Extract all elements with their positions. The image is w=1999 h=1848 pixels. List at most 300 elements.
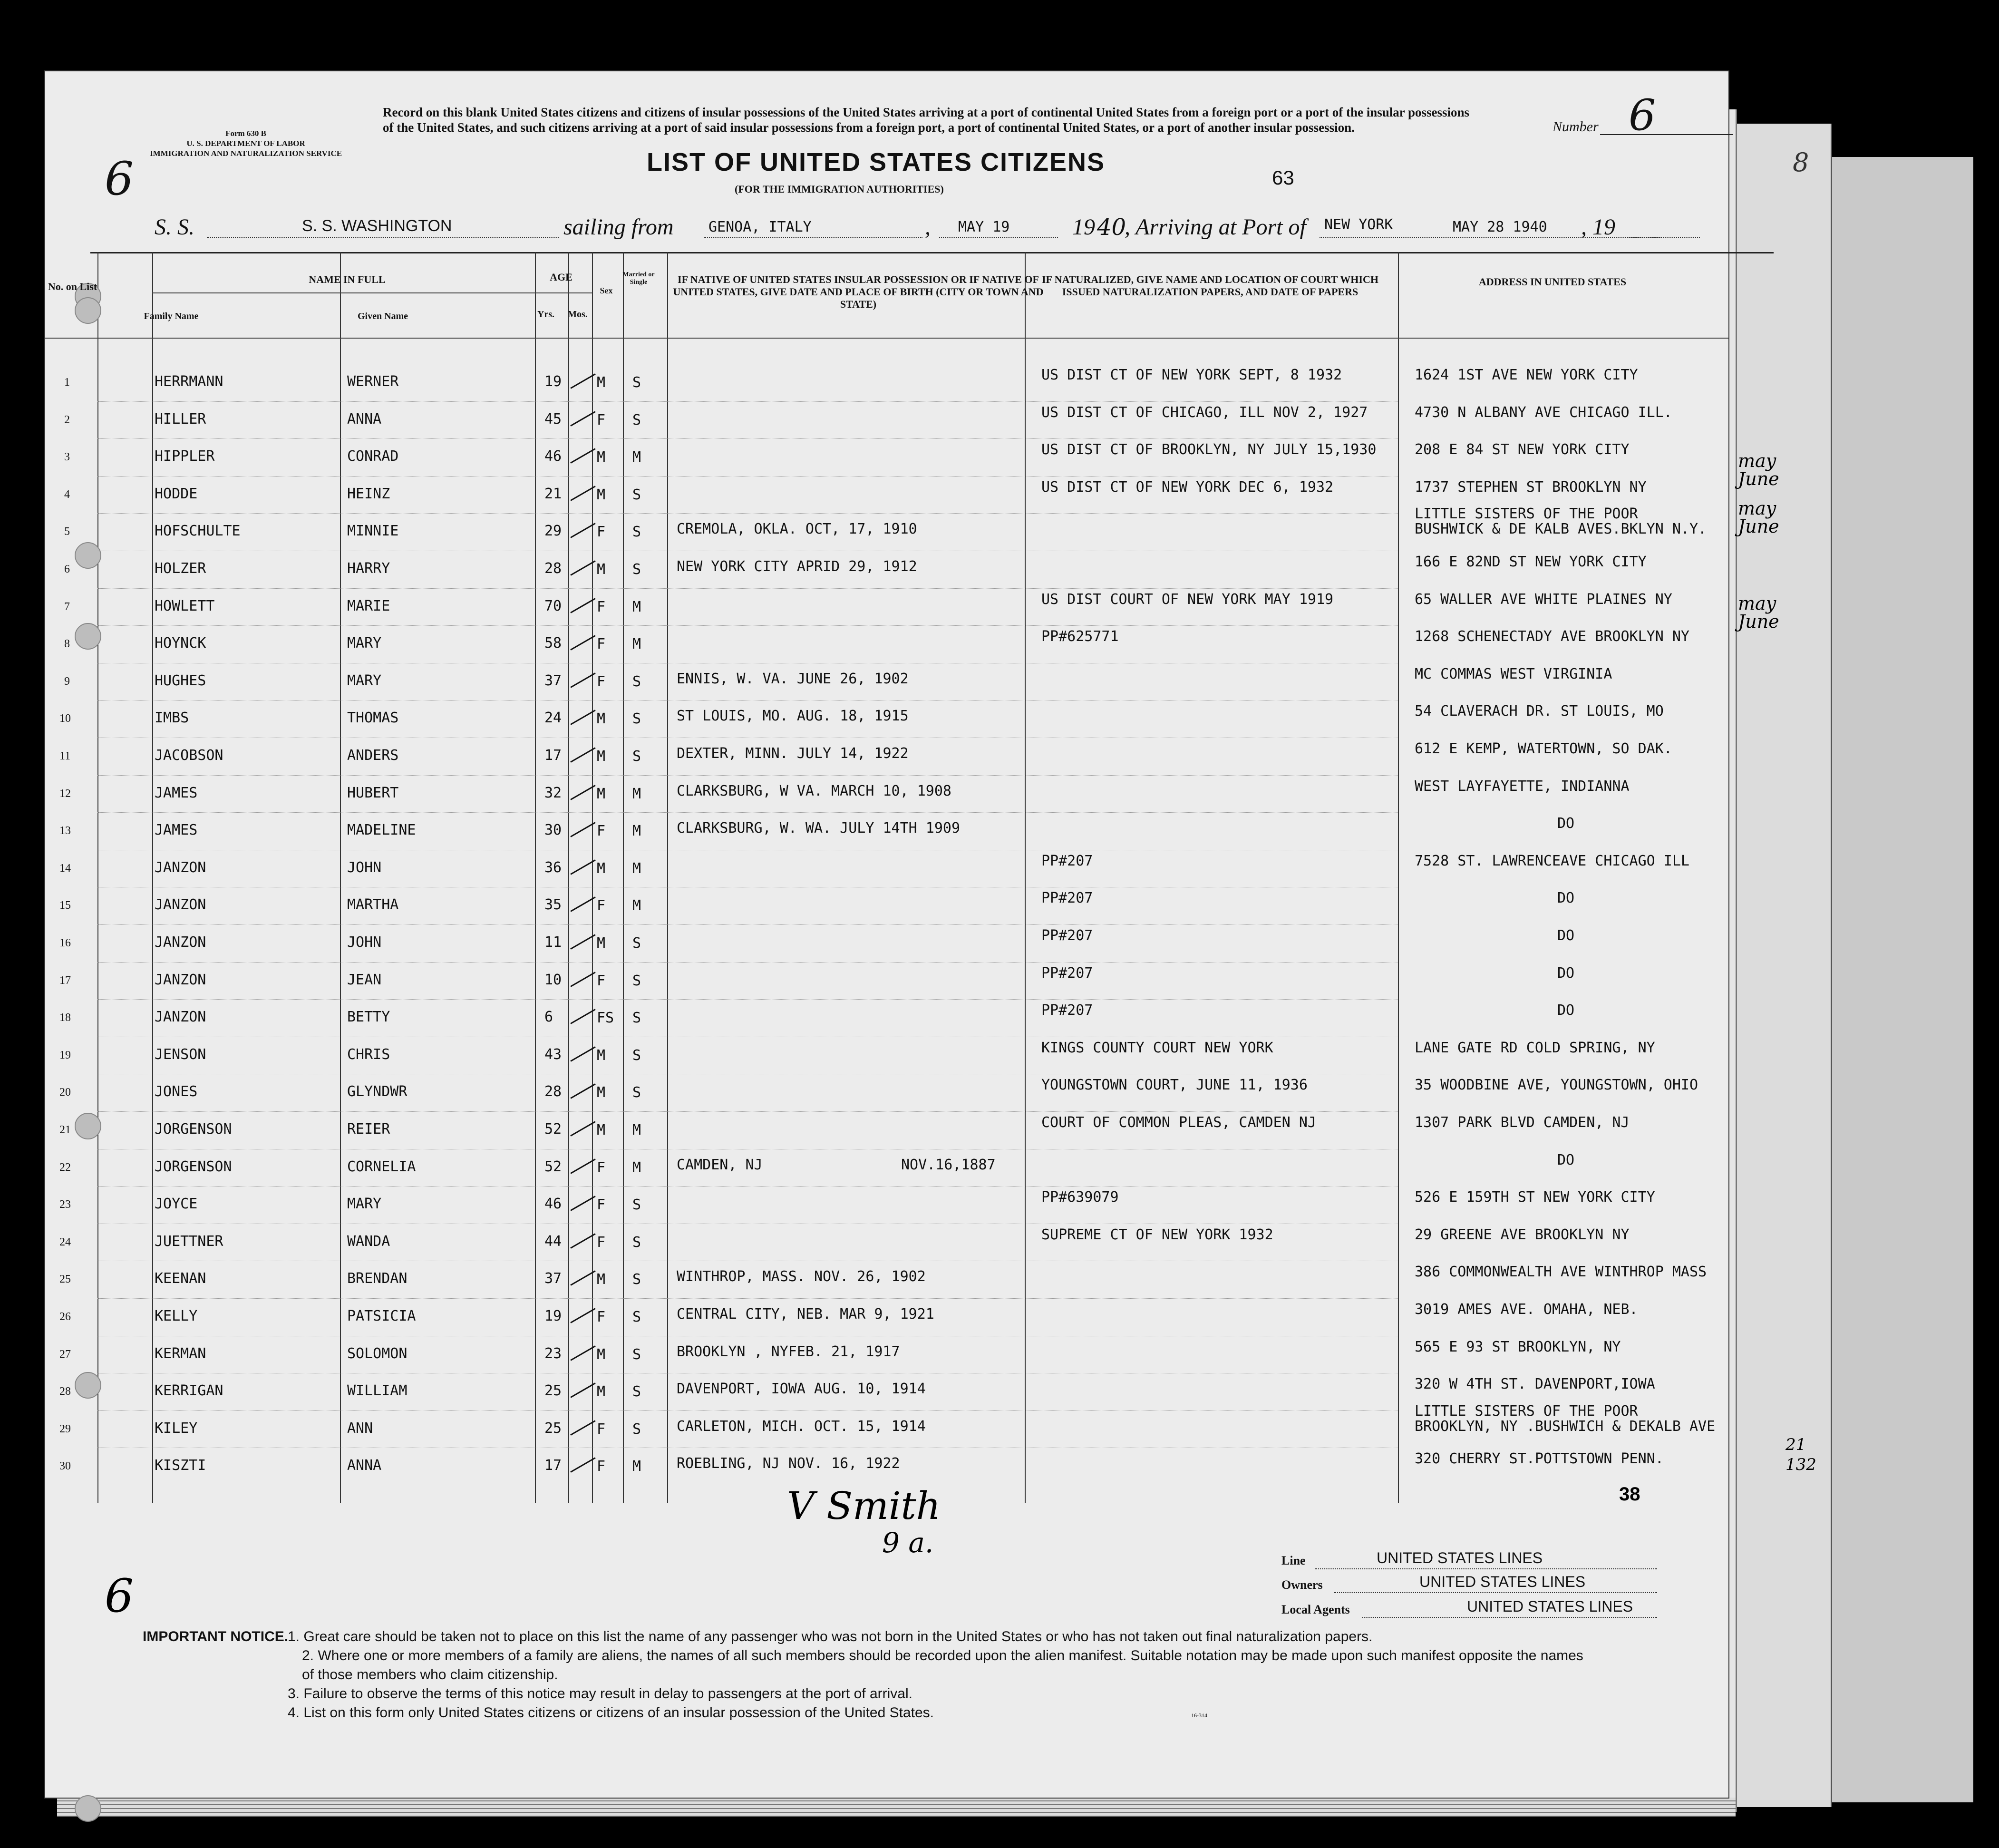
age-years: 43 <box>544 1046 562 1063</box>
marital-status: S <box>632 561 641 578</box>
given-name: BETTY <box>347 1009 390 1026</box>
family-name: IMBS <box>155 710 189 727</box>
marital-status: S <box>632 1234 641 1251</box>
row-number: 13 <box>59 825 71 837</box>
marital-status: S <box>632 710 641 728</box>
family-name: JANZON <box>155 896 206 914</box>
address: 320 W 4TH ST. DAVENPORT,IOWA <box>1415 1376 1655 1393</box>
age-years: 17 <box>544 747 562 764</box>
naturalization: PP#207 <box>1041 890 1093 907</box>
row-number: 3 <box>64 451 70 464</box>
row-number: 9 <box>64 675 70 688</box>
family-name: JACOBSON <box>155 747 223 764</box>
family-name: HODDE <box>155 485 198 502</box>
sex: M <box>597 449 606 466</box>
marital-status: M <box>632 1122 641 1138</box>
age-years: 19 <box>544 373 562 390</box>
family-name: KEENAN <box>155 1270 206 1287</box>
notice-item: 3. Failure to observe the terms of this notice may result in delay to passengers at the port of arrival. <box>288 1686 912 1702</box>
address: DO <box>1557 964 1575 982</box>
bottom-mark: 6 <box>105 1569 134 1623</box>
col-yrs: Yrs. <box>537 309 555 320</box>
address-line-2: BUSHWICK & DE KALB AVES.BKLYN N.Y. <box>1415 521 1707 538</box>
sex: F <box>597 636 606 653</box>
address: 35 WOODBINE AVE, YOUNGSTOWN, OHIO <box>1415 1077 1698 1094</box>
sex: F <box>597 1458 606 1475</box>
given-name: CORNELIA <box>347 1158 416 1175</box>
page-title: LIST OF UNITED STATES CITIZENS <box>647 148 1105 176</box>
address: 54 CLAVERACH DR. ST LOUIS, MO <box>1415 703 1664 720</box>
row-number: 2 <box>64 413 70 426</box>
birth-place-date: ST LOUIS, MO. AUG. 18, 1915 <box>677 708 909 725</box>
col-sex: Sex <box>600 286 613 295</box>
given-name: REIER <box>347 1121 390 1138</box>
marital-status: S <box>632 935 641 952</box>
sailing-from: GENOA, ITALY <box>708 219 812 235</box>
row-number: 26 <box>59 1311 71 1323</box>
marital-status: S <box>632 411 641 428</box>
owners-value: UNITED STATES LINES <box>1419 1573 1586 1590</box>
naturalization: PP#207 <box>1041 964 1093 982</box>
row-number: 27 <box>59 1348 71 1361</box>
naturalization: US DIST CT OF NEW YORK SEPT, 8 1932 <box>1041 367 1342 383</box>
marital-status: M <box>632 823 641 840</box>
naturalization: PP#639079 <box>1041 1189 1119 1206</box>
naturalization: YOUNGSTOWN COURT, JUNE 11, 1936 <box>1041 1077 1308 1094</box>
age-years: 11 <box>544 934 562 951</box>
given-name: THOMAS <box>347 710 399 727</box>
sex: M <box>597 374 606 391</box>
age-years: 23 <box>544 1345 562 1362</box>
address: 386 COMMONWEALTH AVE WINTHROP MASS <box>1415 1264 1707 1281</box>
year-prefix: 19 <box>1072 214 1095 240</box>
address: 1268 SCHENECTADY AVE BROOKLYN NY <box>1415 628 1689 645</box>
birth-place-date: CLARKSBURG, W. WA. JULY 14TH 1909 <box>677 820 961 837</box>
sex: M <box>597 1047 606 1064</box>
family-name: HUGHES <box>155 672 206 689</box>
family-name: JANZON <box>155 1009 206 1026</box>
given-name: SOLOMON <box>347 1345 408 1362</box>
given-name: MARY <box>347 635 382 652</box>
given-name: MADELINE <box>347 822 416 839</box>
row-number: 28 <box>59 1385 71 1398</box>
age-years: 35 <box>544 896 562 914</box>
birth-date: NOV.16,1887 <box>901 1156 996 1173</box>
punch-hole <box>75 1372 101 1399</box>
list-number: 6 <box>1629 90 1656 140</box>
arrival-date: MAY 28 1940 <box>1453 219 1547 235</box>
page-subtitle: (FOR THE IMMIGRATION AUTHORITIES) <box>735 183 944 195</box>
marital-status: S <box>632 748 641 765</box>
marital-status: S <box>632 374 641 391</box>
row-number: 29 <box>59 1422 71 1435</box>
page-stack-edge <box>57 1798 1736 1817</box>
sex: M <box>597 1084 606 1101</box>
address: 208 E 84 ST NEW YORK CITY <box>1415 441 1630 458</box>
marital-status: S <box>632 1010 641 1027</box>
given-name: ANDERS <box>347 747 399 764</box>
given-name: JOHN <box>347 859 382 876</box>
year-suffix: , 19 <box>1581 214 1615 240</box>
address: 526 E 159TH ST NEW YORK CITY <box>1415 1189 1655 1206</box>
family-name: JAMES <box>155 784 198 801</box>
row-number: 4 <box>64 488 70 501</box>
address: WEST LAYFAYETTE, INDIANNA <box>1415 778 1630 795</box>
col-naturalized: IF NATURALIZED, GIVE NAME AND LOCATION OF COURT WHICH ISSUED NATURALIZATION PAPERS, AND DATE OF PAPERS <box>1042 273 1378 298</box>
sex: M <box>597 561 606 578</box>
age-years: 21 <box>544 485 562 502</box>
row-number: 23 <box>59 1198 71 1211</box>
age-years: 52 <box>544 1121 562 1138</box>
sex: M <box>597 860 606 877</box>
sex: F <box>597 1234 606 1251</box>
naturalization: SUPREME CT OF NEW YORK 1932 <box>1041 1226 1273 1243</box>
punch-hole <box>75 297 101 324</box>
family-name: KERRIGAN <box>155 1382 223 1400</box>
notice-item: 2. Where one or more members of a family are aliens, the names of all such members should be recorded upon the alien manifest. Suitable notation may be made upon such manifest opposite the names of those members who claim citizenship. <box>302 1648 1583 1683</box>
manifest-page: Form 630 B U. S. DEPARTMENT OF LABOR IMMIGRATION AND NATURALIZATION SERVICE Record on this blank United States citizens and citizens of insular possessions of the United States arriving at a port of continental United States from a foreign port or a port of the insular possessions of the United States, and such citizens arriving at a port of said insular possessions from a foreign port, a port of continental United States, or a port of another insular possession. Number 6 6 LIST OF UNITED STATES CITIZENS (FOR THE IMMIGRATION AUTHORITIES) 63 S. S. S. S. WASHINGTON sailing from GENOA, ITALY , MAY 19 19 40 , Arriving at Port of NEW YORK MAY 28 1940 , 19 No. on List NAME IN FULL Family Name Given Name AGE Yrs. Mos. Sex Married or Single IF NATIVE OF UNITED STATES INSULAR POSSESSION OR IF NATIVE OF UNITED STATES, GIVE DATE AND PLACE OF BIRTH (CITY OR TOWN AND STATE) IF NATURALIZED, GIVE NAME AND LOCATION OF COURT WHICH ISSUED NATURALIZATION PAPERS, AND DATE OF PAPERS ADDRESS IN UNITED STATES 1 HERRMANN WERNER 19 M S US DIST CT OF NEW YORK SEPT, 8 1932 1624 1ST AVE NEW YORK CITY 2 HILLER ANNA 45 F S US DIST CT OF CHICAGO, ILL NOV 2, 1927 4730 N ALBANY AVE CHICAGO ILL. 3 HIPPLER CONRAD 46 M M US DIST CT OF BROOKLYN, NY JULY 15,1930 208 E 84 ST NEW YORK CITY 4 HODDE HEINZ 21 M S US DIST CT OF NEW YORK DEC 6, 1932 1737 STEPHEN ST BROOKLYN NY 5 HOFSCHULTE MINNIE 29 F S CREMOLA, OKLA. OCT, 17, 1910 LITTLE SISTERS OF THE POOR BUSHWICK & DE KALB AVES.BKLYN N.Y. 6 HOLZER HARRY 28 M S NEW YORK CITY APRID 29, 1912 166 E 82ND ST NEW YORK CITY 7 HOWLETT MARIE 70 F M US DIST COURT OF NEW YORK MAY 1919 65 WALLER AVE WHITE PLAINES NY 8 HOYNCK MARY 58 F M PP#625771 1268 SCHENECTADY AVE BROOKLYN NY 9 HUGHES MARY 37 F S ENNIS, W. VA. JUNE 26, 1902 MC COMMAS WEST VIRGINIA 10 IMBS THOMAS 24 M S ST LOUIS, MO. AUG. 18, 1915 54 CLAVERACH DR. ST LOUIS, MO 11 JACOBSON ANDERS 17 M S DEXTER, MINN. JULY 14, 1922 612 E KEMP, WATERTOWN, SO DAK. 12 JAMES HUBERT 32 M M CLARKSBURG, W VA. MARCH 10, 1908 WEST LAYFAYETTE, INDIANNA 13 JAMES MADELINE 30 F M CLARKSBURG, W. WA. JULY 14TH 1909 DO 14 JANZON JOHN 36 M M PP#207 7528 ST. LAWRENCEAVE CHICAGO ILL 15 JANZON MARTHA 35 F M PP#207 DO 16 JANZON JOHN 11 M S PP#207 DO 17 JANZON JEAN 10 F S PP#207 DO 18 JANZON BETTY 6 FS S PP#207 DO 19 JENSON CHRIS 43 M S KINGS COUNTY COURT NEW YORK LANE GATE RD COLD SPRING, NY 20 JONES GLYNDWR 28 M S YOUNGSTOWN COURT, JUNE 11, 1936 35 WOODBINE AVE, YOUNGSTOWN, OHIO 21 JORGENSON REIER 52 M M COURT OF COMMON PLEAS, CAMDEN NJ 1307 PARK BLVD CAMDEN, NJ 22 JORGENSON CORNELIA 52 F M CAMDEN, NJ NOV.16,1887 DO 23 JOYCE MARY 46 F S PP#639079 526 E 159TH ST NEW YORK CITY 24 JUETTNER WANDA 44 F S SUPREME CT OF NEW YORK 1932 29 GREENE AVE BROOKLYN NY 25 KEENAN BRENDAN 37 M S WINTHROP, MASS. NOV. 26, 1902 386 COMMONWEALTH AVE WINTHROP MASS 26 KELLY PATSICIA 19 F S CENTRAL CITY, NEB. MAR 9, 1921 3019 AMES AVE. OMAHA, NEB. 27 KERMAN SOLOMON 23 M S BROOKLYN , NYFEB. 21, 1917 565 E 93 ST BROOKLYN, NY 28 KERRIGAN WILLIAM 25 M S DAVENPORT, IOWA AUG. 10, 1914 320 W 4TH ST. DAVENPORT,IOWA 29 KILEY ANN 25 F S CARLETON, MICH. OCT. 15, 1914 LITTLE SISTERS OF THE POOR BROOKLYN, NY .BUSHWICH & DEKALB AVE 30 KISZTI ANNA 17 F M ROEBLING, NJ NOV. 16, 1922 320 CHERRY ST.POTTSTOWN PENN. may June may June may June 21 132 38 V Smith 9 a. 6 Line UNITED STATES LINES Owners UNITED STATES LINES Local Agents UNITED STATES LINES IMPORTANT NOTICE. 1. Great care should be taken not to place on this list the name of any passenger who was not born in the United States or who has not taken out final naturalization papers. 2. Where one or more members of a family are aliens, the names of all such members should be recorded upon the alien manifest. Suitable notation may be made upon such manifest opposite the names of those members who claim citizenship. 3. Failure to observe the terms of this notice may result in delay to passengers at the port of arrival. 4. List on this form only United States citizens or citizens of an insular possession of the United States. 16-314 <box>45 71 1728 1798</box>
margin-note-may-june-3: may June <box>1738 593 1779 632</box>
address: 29 GREENE AVE BROOKLYN NY <box>1415 1226 1630 1243</box>
age-years: 70 <box>544 597 562 614</box>
row-number: 21 <box>59 1124 71 1136</box>
age-years: 10 <box>544 971 562 988</box>
print-code: 16-314 <box>1191 1712 1207 1719</box>
sex: F <box>597 1420 606 1438</box>
marital-status: S <box>632 1420 641 1438</box>
row-number: 17 <box>59 974 71 987</box>
given-name: PATSICIA <box>347 1308 416 1324</box>
given-name: MINNIE <box>347 523 399 540</box>
row-number: 1 <box>64 376 70 389</box>
given-name: HUBERT <box>347 784 399 801</box>
col-family: Family Name <box>144 311 199 321</box>
arrival-port: NEW YORK <box>1324 216 1393 233</box>
col-mos: Mos. <box>568 309 588 320</box>
family-name: JANZON <box>155 859 206 876</box>
given-name: MARIE <box>347 597 390 614</box>
punch-hole <box>75 542 101 569</box>
naturalization: KINGS COUNTY COURT NEW YORK <box>1041 1039 1273 1056</box>
marital-status: S <box>632 1271 641 1288</box>
number-label: Number <box>1553 119 1599 135</box>
birth-place-date: CREMOLA, OKLA. OCT, 17, 1910 <box>677 521 917 538</box>
address: 65 WALLER AVE WHITE PLAINES NY <box>1415 591 1672 608</box>
address: LANE GATE RD COLD SPRING, NY <box>1415 1039 1655 1056</box>
age-years: 25 <box>544 1382 562 1400</box>
row-number: 22 <box>59 1161 71 1174</box>
age-years: 29 <box>544 523 562 540</box>
family-name: HOFSCHULTE <box>155 523 241 540</box>
birth-place-date: DEXTER, MINN. JULY 14, 1922 <box>677 745 909 762</box>
marital-status: S <box>632 1346 641 1363</box>
birth-place-date: ROEBLING, NJ NOV. 16, 1922 <box>677 1455 900 1472</box>
row-number: 30 <box>59 1460 71 1473</box>
age-years: 28 <box>544 560 562 577</box>
arriving-label: , Arriving at Port of <box>1125 214 1306 240</box>
family-name: HOLZER <box>155 560 206 577</box>
col-name-in-full: NAME IN FULL <box>309 273 386 285</box>
family-name: HOWLETT <box>155 597 215 614</box>
ship-name: S. S. WASHINGTON <box>302 217 452 235</box>
row-number: 24 <box>59 1235 71 1248</box>
sailing-label: sailing from <box>563 214 674 240</box>
corner-mark: 6 <box>105 152 134 205</box>
marital-status: M <box>632 598 641 615</box>
row-number: 16 <box>59 937 71 949</box>
family-name: HERRMANN <box>155 373 223 390</box>
birth-place-date: CENTRAL CITY, NEB. MAR 9, 1921 <box>677 1306 934 1323</box>
sex: M <box>597 1383 606 1401</box>
given-name: HARRY <box>347 560 390 577</box>
agents-value: UNITED STATES LINES <box>1467 1598 1633 1615</box>
birth-place-date: CARLETON, MICH. OCT. 15, 1914 <box>677 1418 926 1435</box>
ss-label: S. S. <box>155 214 194 240</box>
age-years: 30 <box>544 822 562 839</box>
given-name: JOHN <box>347 934 382 951</box>
sex: F <box>597 1309 606 1325</box>
col-married: Married or Single <box>622 271 655 286</box>
line-label: Line <box>1281 1554 1306 1567</box>
birth-place-date: WINTHROP, MASS. NOV. 26, 1902 <box>677 1268 926 1285</box>
given-name: ANN <box>347 1420 373 1437</box>
row-number: 20 <box>59 1086 71 1099</box>
row-number: 8 <box>64 638 70 651</box>
naturalization: US DIST COURT OF NEW YORK MAY 1919 <box>1041 591 1334 608</box>
sex: M <box>597 935 606 952</box>
family-name: JUETTNER <box>155 1233 223 1250</box>
owners-label: Owners <box>1281 1578 1323 1592</box>
marital-status: S <box>632 1084 641 1101</box>
row-number: 18 <box>59 1012 71 1024</box>
row-number: 11 <box>59 750 71 762</box>
age-years: 46 <box>544 448 562 465</box>
given-name: WERNER <box>347 373 399 390</box>
family-name: JORGENSON <box>155 1121 232 1138</box>
punch-hole <box>75 1113 101 1139</box>
birth-place-date: BROOKLYN , NYFEB. 21, 1917 <box>677 1343 900 1360</box>
family-name: JAMES <box>155 822 198 839</box>
back-page-number: 8 <box>1793 147 1809 177</box>
address: LITTLE SISTERS OF THE POOR <box>1415 506 1638 523</box>
page-number: 63 <box>1272 166 1294 189</box>
given-name: MARY <box>347 1196 382 1213</box>
sex: F <box>597 673 606 690</box>
row-number: 14 <box>59 862 71 875</box>
sex: M <box>597 1271 606 1288</box>
col-given: Given Name <box>357 311 408 321</box>
passenger-count: 38 <box>1619 1484 1640 1505</box>
birth-place-date: ENNIS, W. VA. JUNE 26, 1902 <box>677 670 909 687</box>
marital-status: M <box>632 1159 641 1176</box>
address: 4730 N ALBANY AVE CHICAGO ILL. <box>1415 404 1672 421</box>
address: DO <box>1557 890 1575 907</box>
marital-status: S <box>632 524 641 541</box>
sex: M <box>597 1122 606 1138</box>
family-name: KILEY <box>155 1420 198 1437</box>
marital-status: M <box>632 449 641 466</box>
given-name: MARY <box>347 672 382 689</box>
naturalization: US DIST CT OF BROOKLYN, NY JULY 15,1930 <box>1041 441 1377 458</box>
address: 7528 ST. LAWRENCEAVE CHICAGO ILL <box>1415 852 1689 869</box>
address: 1307 PARK BLVD CAMDEN, NJ <box>1415 1114 1630 1131</box>
marital-status: S <box>632 486 641 503</box>
age-years: 25 <box>544 1420 562 1437</box>
marital-status: M <box>632 860 641 877</box>
sex: F <box>597 411 606 428</box>
sex: M <box>597 486 606 503</box>
col-age: AGE <box>550 271 573 283</box>
address: 1737 STEPHEN ST BROOKLYN NY <box>1415 478 1647 496</box>
marital-status: M <box>632 785 641 802</box>
punch-hole <box>75 1795 101 1822</box>
address: DO <box>1557 1002 1575 1019</box>
naturalization: PP#207 <box>1041 1002 1093 1019</box>
sex: FS <box>597 1010 614 1027</box>
age-years: 32 <box>544 784 562 801</box>
marital-status: M <box>632 897 641 914</box>
notice-list <box>288 1627 1714 1722</box>
address: 612 E KEMP, WATERTOWN, SO DAK. <box>1415 740 1672 757</box>
family-name: HIPPLER <box>155 448 215 465</box>
family-name: JORGENSON <box>155 1158 232 1175</box>
line-value: UNITED STATES LINES <box>1377 1549 1543 1566</box>
given-name: MARTHA <box>347 896 399 914</box>
back-page-2 <box>1721 124 1832 1807</box>
address-line-2: BROOKLYN, NY .BUSHWICH & DEKALB AVE <box>1415 1418 1716 1435</box>
address: 1624 1ST AVE NEW YORK CITY <box>1415 367 1638 383</box>
sex: M <box>597 748 606 765</box>
given-name: CONRAD <box>347 448 399 465</box>
given-name: CHRIS <box>347 1046 390 1063</box>
family-name: KELLY <box>155 1308 198 1324</box>
address: 166 E 82ND ST NEW YORK CITY <box>1415 554 1647 570</box>
row-number: 12 <box>59 787 71 800</box>
row-number: 5 <box>64 525 70 538</box>
row-number: 6 <box>64 563 70 575</box>
marital-status: S <box>632 1309 641 1325</box>
sex: F <box>597 598 606 615</box>
margin-note-may-june-2: may June <box>1738 498 1779 537</box>
age-years: 28 <box>544 1083 562 1100</box>
given-name: ANNA <box>347 1457 382 1474</box>
given-name: GLYNDWR <box>347 1083 408 1100</box>
margin-note-may-june-1: may June <box>1738 450 1779 489</box>
address: 3019 AMES AVE. OMAHA, NEB. <box>1415 1301 1638 1318</box>
notice-item: 1. Great care should be taken not to place on this list the name of any passenger who was not born in the United States or who has not taken out final naturalization papers. <box>288 1629 1373 1644</box>
given-name: HEINZ <box>347 485 390 502</box>
address: LITTLE SISTERS OF THE POOR <box>1415 1402 1638 1420</box>
marital-status: M <box>632 636 641 653</box>
signature-time: 9 a. <box>882 1527 934 1559</box>
margin-note-132: 132 <box>1786 1455 1816 1474</box>
sex: F <box>597 897 606 914</box>
birth-place-date: NEW YORK CITY APRID 29, 1912 <box>677 558 917 575</box>
address: MC COMMAS WEST VIRGINIA <box>1415 665 1612 682</box>
age-years: 37 <box>544 672 562 689</box>
age-years: 58 <box>544 635 562 652</box>
sex: F <box>597 972 606 989</box>
family-name: HILLER <box>155 410 206 428</box>
address: DO <box>1557 927 1575 944</box>
record-instructions: Record on this blank United States citizens and citizens of insular possessions of the United States arriving at a port of continental United States from a foreign port or a port of the insular possessions of the United States, and such citizens arriving at a port of said insular possessions from a foreign port, a port of continental United States, or a port of another insular possession. <box>383 105 1470 135</box>
row-number: 25 <box>59 1273 71 1286</box>
marital-status: S <box>632 673 641 690</box>
age-years: 19 <box>544 1308 562 1324</box>
row-number: 19 <box>59 1049 71 1061</box>
age-years: 17 <box>544 1457 562 1474</box>
birth-place-date: CAMDEN, NJ <box>677 1156 763 1173</box>
naturalization: US DIST CT OF NEW YORK DEC 6, 1932 <box>1041 478 1334 496</box>
margin-note-21: 21 <box>1786 1435 1806 1454</box>
age-years: 37 <box>544 1270 562 1287</box>
address: DO <box>1557 815 1575 832</box>
punch-hole <box>75 623 101 650</box>
sex: M <box>597 785 606 802</box>
sex: M <box>597 1346 606 1363</box>
naturalization: PP#207 <box>1041 852 1093 869</box>
naturalization: PP#207 <box>1041 927 1093 944</box>
row-number: 15 <box>59 899 71 912</box>
naturalization: PP#625771 <box>1041 628 1119 645</box>
family-name: KERMAN <box>155 1345 206 1362</box>
marital-status: S <box>632 1196 641 1214</box>
family-name: JOYCE <box>155 1196 198 1213</box>
sex: F <box>597 1196 606 1214</box>
sex: F <box>597 1159 606 1176</box>
naturalization: COURT OF COMMON PLEAS, CAMDEN NJ <box>1041 1114 1316 1131</box>
row-number: 7 <box>64 600 70 613</box>
address: 320 CHERRY ST.POTTSTOWN PENN. <box>1415 1450 1664 1468</box>
form-id: Form 630 B U. S. DEPARTMENT OF LABOR IMMIGRATION AND NATURALIZATION SERVICE <box>150 129 342 158</box>
family-name: JANZON <box>155 934 206 951</box>
family-name: HOYNCK <box>155 635 206 652</box>
age-years: 36 <box>544 859 562 876</box>
given-name: JEAN <box>347 971 382 988</box>
signature: V Smith <box>787 1484 941 1528</box>
family-name: JANZON <box>155 971 206 988</box>
age-years: 6 <box>544 1009 553 1026</box>
notice-title: IMPORTANT NOTICE. <box>143 1629 289 1644</box>
col-birth: IF NATIVE OF UNITED STATES INSULAR POSSESSION OR IF NATIVE OF UNITED STATES, GIVE DATE AND PLACE OF BIRTH (CITY OR TOWN AND STATE) <box>673 273 1044 310</box>
birth-place-date: CLARKSBURG, W VA. MARCH 10, 1908 <box>677 782 951 799</box>
col-no: No. on List <box>48 281 97 292</box>
naturalization: US DIST CT OF CHICAGO, ILL NOV 2, 1927 <box>1041 404 1368 421</box>
notice-item: 4. List on this form only United States citizens or citizens of an insular possession of the United States. <box>288 1705 934 1721</box>
marital-status: M <box>632 1458 641 1475</box>
age-years: 52 <box>544 1158 562 1175</box>
address: DO <box>1557 1151 1575 1168</box>
given-name: BRENDAN <box>347 1270 408 1287</box>
given-name: WILLIAM <box>347 1382 408 1400</box>
address: 565 E 93 ST BROOKLYN, NY <box>1415 1338 1621 1355</box>
age-years: 24 <box>544 710 562 727</box>
year-hand: 40 <box>1097 214 1126 241</box>
sex: F <box>597 823 606 840</box>
marital-status: S <box>632 972 641 989</box>
marital-status: S <box>632 1047 641 1064</box>
birth-place-date: DAVENPORT, IOWA AUG. 10, 1914 <box>677 1381 926 1398</box>
given-name: WANDA <box>347 1233 390 1250</box>
agents-label: Local Agents <box>1281 1603 1350 1616</box>
age-years: 46 <box>544 1196 562 1213</box>
given-name: ANNA <box>347 410 382 428</box>
sex: M <box>597 710 606 728</box>
sail-date: MAY 19 <box>958 219 1010 235</box>
age-years: 45 <box>544 410 562 428</box>
col-address: ADDRESS IN UNITED STATES <box>1478 276 1627 288</box>
sex: F <box>597 524 606 541</box>
